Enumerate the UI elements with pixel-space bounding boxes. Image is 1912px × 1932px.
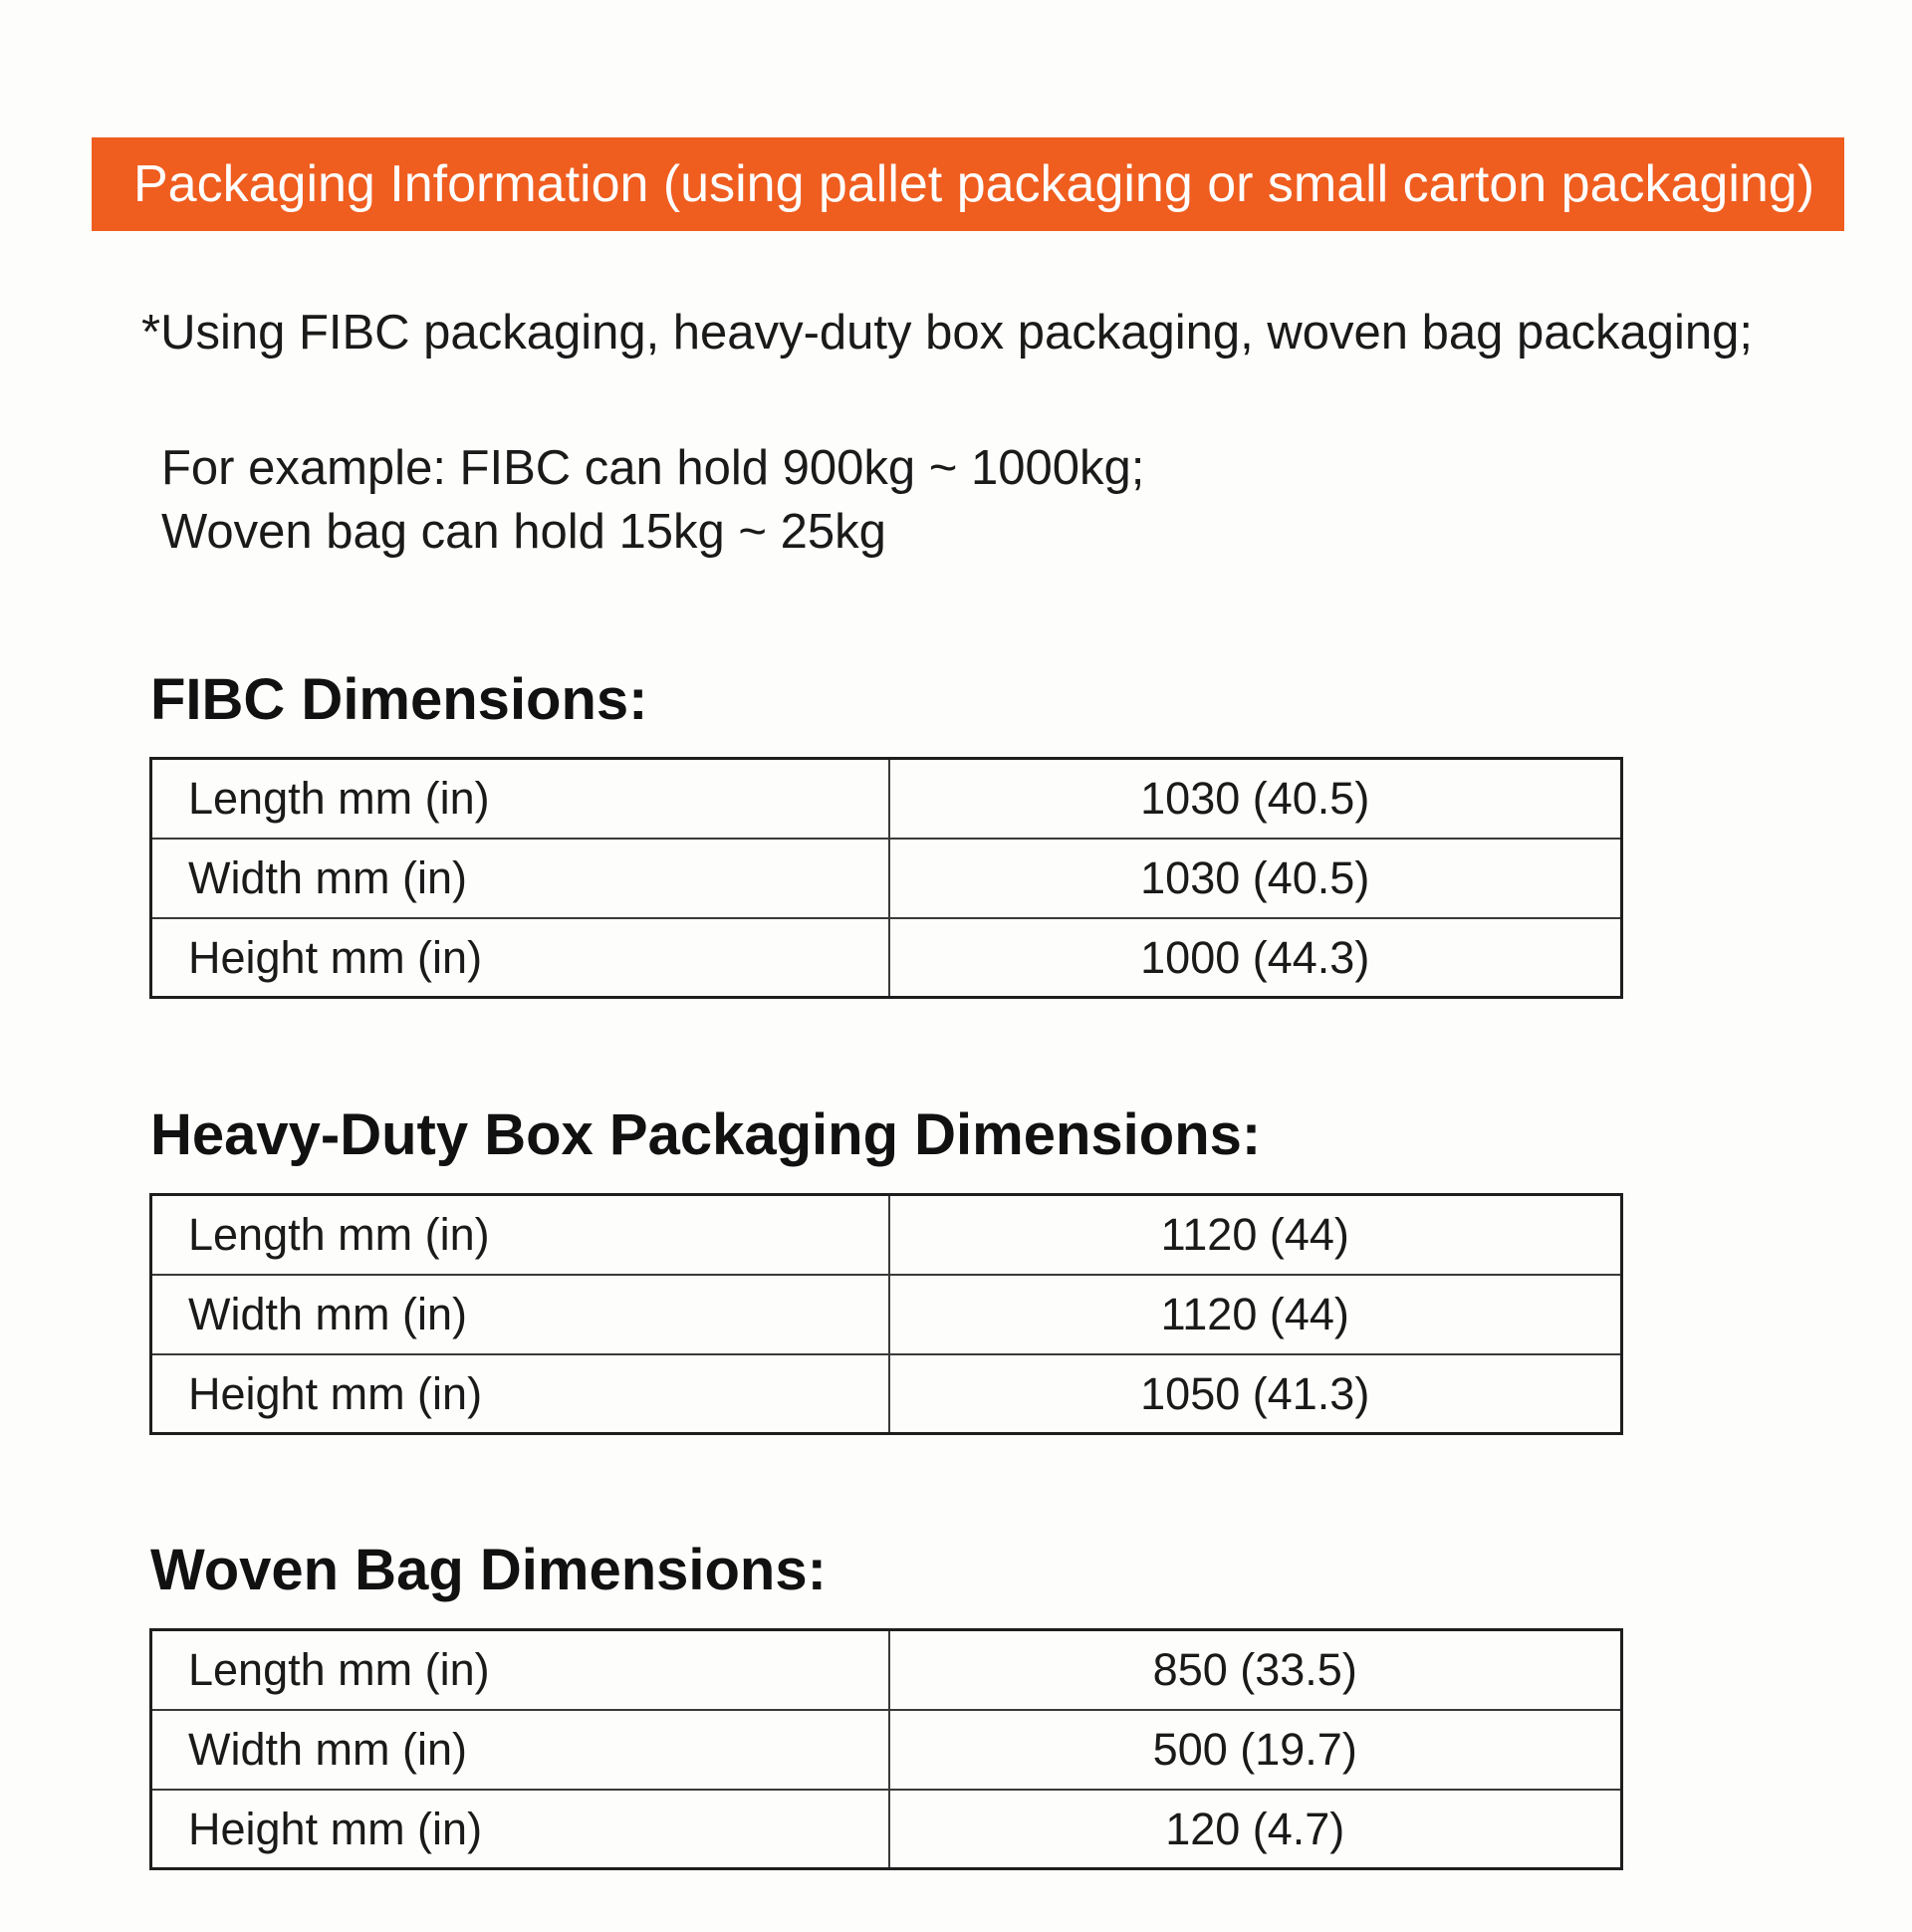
woven-bag-dimensions-table bbox=[149, 1628, 1623, 1870]
row-label: Height mm (in) bbox=[151, 1790, 889, 1869]
row-value: 120 (4.7) bbox=[889, 1790, 1622, 1869]
row-label: Width mm (in) bbox=[151, 1710, 889, 1790]
header-banner bbox=[92, 137, 1844, 231]
table-row bbox=[151, 1275, 1622, 1354]
page-title: Packaging Information (using pallet packaging or small carton packaging) bbox=[133, 155, 1815, 213]
row-value: 1120 (44) bbox=[889, 1195, 1622, 1275]
fibc-heading: FIBC Dimensions: bbox=[150, 667, 648, 732]
fibc-dimensions-table bbox=[149, 757, 1623, 999]
table-row bbox=[151, 1710, 1622, 1790]
capacity-example bbox=[161, 436, 1144, 564]
row-value: 1000 (44.3) bbox=[889, 918, 1622, 998]
table-row bbox=[151, 918, 1622, 998]
table-row bbox=[151, 839, 1622, 918]
example-line-fibc: For example: FIBC can hold 900kg ~ 1000kg; bbox=[161, 441, 1145, 495]
row-label: Width mm (in) bbox=[151, 1275, 889, 1354]
row-value: 500 (19.7) bbox=[889, 1710, 1622, 1790]
heavy-duty-box-heading: Heavy-Duty Box Packaging Dimensions: bbox=[150, 1102, 1262, 1167]
table-row bbox=[151, 759, 1622, 839]
row-label: Length mm (in) bbox=[151, 759, 889, 839]
table-row bbox=[151, 1790, 1622, 1869]
table-row bbox=[151, 1195, 1622, 1275]
table-row bbox=[151, 1354, 1622, 1434]
example-line-woven-bag: Woven bag can hold 15kg ~ 25kg bbox=[161, 505, 886, 559]
row-value: 1030 (40.5) bbox=[889, 759, 1622, 839]
row-value: 850 (33.5) bbox=[889, 1630, 1622, 1710]
packaging-note: *Using FIBC packaging, heavy-duty box packaging, woven bag packaging; bbox=[141, 306, 1753, 360]
row-label: Width mm (in) bbox=[151, 839, 889, 918]
row-label: Length mm (in) bbox=[151, 1630, 889, 1710]
row-value: 1120 (44) bbox=[889, 1275, 1622, 1354]
woven-bag-heading: Woven Bag Dimensions: bbox=[150, 1538, 827, 1602]
table-row bbox=[151, 1630, 1622, 1710]
row-label: Height mm (in) bbox=[151, 1354, 889, 1434]
heavy-duty-box-dimensions-table bbox=[149, 1193, 1623, 1435]
row-value: 1050 (41.3) bbox=[889, 1354, 1622, 1434]
row-value: 1030 (40.5) bbox=[889, 839, 1622, 918]
row-label: Length mm (in) bbox=[151, 1195, 889, 1275]
row-label: Height mm (in) bbox=[151, 918, 889, 998]
